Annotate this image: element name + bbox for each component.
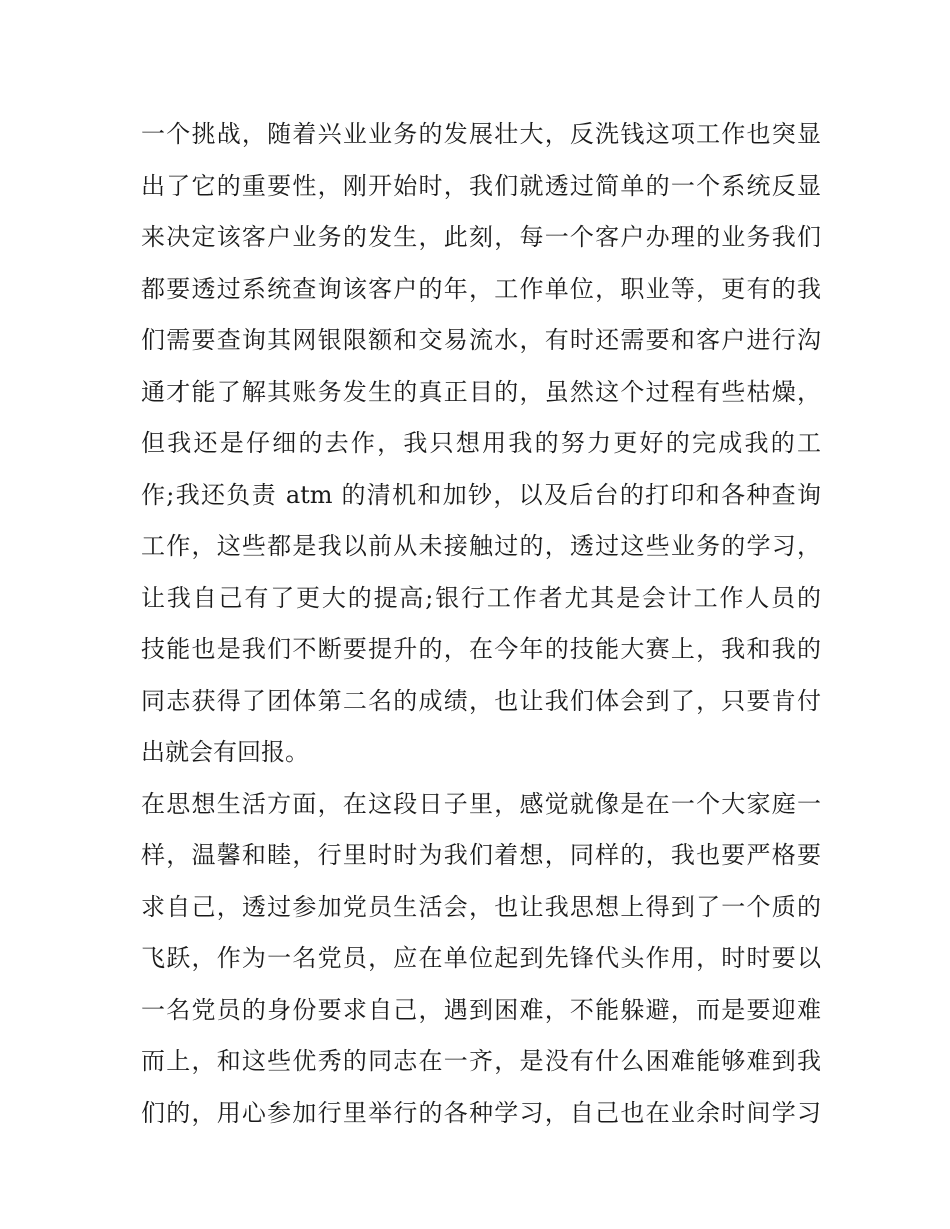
paragraph-thought-life [141, 779, 821, 1140]
text-line: 出了它的重要性，刚开始时，我们就透过简单的一个系统反显 [141, 171, 821, 200]
text-line: 而上，和这些优秀的同志在一齐，是没有什么困难能够难到我 [141, 1047, 821, 1075]
text-line: 们需要查询其网银限额和交易流水，有时还需要和客户进行沟 [141, 326, 821, 354]
text-line: 一个挑战，随着兴业业务的发展壮大，反洗钱这项工作也突显 [141, 120, 821, 148]
text-line: 工作，这些都是我以前从未接触过的，透过这些业务的学习， [141, 532, 821, 560]
text-line: 让我自己有了更大的提高;银行工作者尤其是会计工作人员的 [141, 583, 821, 612]
text-line: 在思想生活方面，在这段日子里，感觉就像是在一个大家庭一 [141, 789, 821, 818]
text-line: 通才能了解其账务发生的真正目的，虽然这个过程有些枯燥， [141, 377, 821, 406]
text-line: 但我还是仔细的去作，我只想用我的努力更好的完成我的工 [141, 429, 821, 457]
text-line: 作;我还负责 atm 的清机和加钞，以及后台的打印和各种查询 [141, 480, 821, 509]
paragraph-work [141, 109, 821, 779]
text-line: 们的，用心参加行里举行的各种学习，自己也在业余时间学习 [141, 1098, 821, 1127]
text-line: 同志获得了团体第二名的成绩，也让我们体会到了，只要肯付 [141, 686, 821, 715]
text-line: 一名党员的身份要求自己，遇到困难，不能躲避，而是要迎难 [141, 995, 821, 1024]
text-line: 来决定该客户业务的发生，此刻，每一个客户办理的业务我们 [141, 223, 821, 251]
text-line: 求自己，透过参加党员生活会，也让我思想上得到了一个质的 [141, 892, 821, 921]
text-line: 都要透过系统查询该客户的年，工作单位，职业等，更有的我 [141, 274, 821, 303]
document-body [141, 109, 821, 1139]
text-line: 技能也是我们不断要提升的，在今年的技能大赛上，我和我的 [141, 635, 821, 663]
text-line: 样，温馨和睦，行里时时为我们着想，同样的，我也要严格要 [141, 841, 821, 869]
text-line: 飞跃，作为一名党员，应在单位起到先锋代头作用，时时要以 [141, 944, 821, 972]
text-line-last: 出就会有回报。 [141, 738, 309, 766]
